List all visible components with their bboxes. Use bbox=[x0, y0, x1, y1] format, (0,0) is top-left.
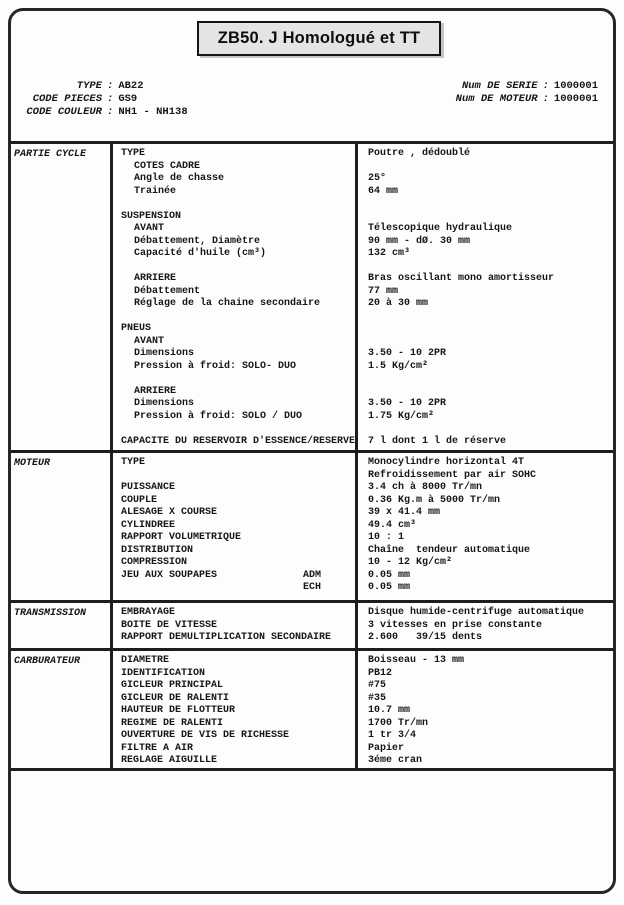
value-line: Boisseau - 13 mm bbox=[368, 655, 465, 666]
attr-line: REGIME DE RALENTI bbox=[121, 717, 224, 729]
value-line bbox=[368, 386, 614, 399]
attr-line: DIAMETRE bbox=[121, 655, 170, 666]
header-separator: : bbox=[107, 80, 114, 92]
attr-line: PUISSANCE bbox=[121, 482, 176, 493]
section-partie-cycle bbox=[10, 144, 614, 450]
header-row bbox=[12, 106, 188, 119]
attr-line: DISTRIBUTION bbox=[121, 544, 194, 556]
page-title: ZB50. J Homologué et TT bbox=[217, 29, 421, 47]
header-separator: : bbox=[542, 80, 549, 92]
value-line: PB12 bbox=[368, 667, 393, 679]
value-line: 3 vitesses en prise constante bbox=[368, 619, 543, 631]
attr-column bbox=[110, 453, 358, 600]
attr-line: ARRIERE bbox=[134, 273, 177, 284]
attr-line: SUSPENSION bbox=[121, 210, 182, 222]
attr-line: Pression à froid: SOLO / DUO bbox=[134, 410, 303, 422]
value-line bbox=[368, 336, 614, 349]
attr-line: HAUTEUR DE FLOTTEUR bbox=[121, 705, 236, 716]
value-line: 1 tr 3/4 bbox=[368, 730, 417, 741]
value-line: 25° bbox=[368, 173, 387, 184]
value-line: 10.7 mm bbox=[368, 705, 411, 716]
value-line bbox=[368, 423, 614, 436]
header-serial-block bbox=[428, 80, 598, 106]
value-line: 39 x 41.4 mm bbox=[368, 507, 441, 518]
value-line: Papier bbox=[368, 742, 405, 754]
header-separator: : bbox=[107, 93, 114, 105]
header-row bbox=[428, 93, 598, 106]
attr-column bbox=[110, 651, 358, 768]
attr-line: AVANT bbox=[134, 335, 165, 347]
value-line: 49.4 cm³ bbox=[368, 519, 417, 531]
title-box bbox=[197, 21, 441, 56]
attr-line bbox=[121, 261, 355, 274]
attr-line: ARRIERE bbox=[134, 385, 177, 397]
value-line: 3éme cran bbox=[368, 755, 423, 766]
value-line bbox=[368, 373, 614, 386]
attr-column bbox=[110, 603, 358, 648]
value-line: 64 mm bbox=[368, 185, 399, 197]
attr-sub-label: ADM bbox=[303, 569, 322, 581]
section-transmission bbox=[10, 600, 614, 648]
value-column bbox=[358, 651, 614, 768]
header-value: 1000001 bbox=[553, 80, 598, 92]
attr-line: Débattement, Diamètre bbox=[134, 235, 261, 247]
value-line bbox=[368, 211, 614, 224]
attr-line: AVANT bbox=[134, 223, 165, 234]
attr-line: EMBRAYAGE bbox=[121, 607, 176, 618]
header-value: 1000001 bbox=[553, 93, 598, 105]
value-line: 2.600 39/15 dents bbox=[368, 632, 483, 643]
attr-line: GICLEUR DE RALENTI bbox=[121, 692, 230, 704]
attr-line bbox=[121, 582, 355, 595]
attr-line: Débattement bbox=[134, 285, 201, 297]
attr-line: COMPRESSION bbox=[121, 557, 188, 568]
attr-line: BOITE DE VITESSE bbox=[121, 619, 218, 631]
value-line: Disque humide-centrifuge automatique bbox=[368, 607, 585, 618]
value-line: 0.36 Kg.m à 5000 Tr/mn bbox=[368, 494, 501, 506]
value-line: 0.05 mm bbox=[368, 569, 411, 581]
value-column bbox=[358, 453, 614, 600]
section-name: TRANSMISSION bbox=[14, 608, 87, 619]
value-column bbox=[358, 603, 614, 648]
attr-line bbox=[121, 423, 355, 436]
value-line: 7 l dont 1 l de réserve bbox=[368, 435, 507, 447]
header-row bbox=[12, 93, 188, 106]
value-line: Bras oscillant mono amortisseur bbox=[368, 273, 555, 284]
header-label: Num DE MOTEUR bbox=[455, 93, 538, 105]
attr-line: IDENTIFICATION bbox=[121, 667, 206, 679]
value-line: 90 mm - dØ. 30 mm bbox=[368, 235, 471, 247]
value-line: 10 : 1 bbox=[368, 532, 405, 543]
value-line: 3.50 - 10 2PR bbox=[368, 348, 447, 359]
section-moteur bbox=[10, 450, 614, 600]
value-line: 77 mm bbox=[368, 285, 399, 297]
header-codes-block bbox=[12, 80, 188, 119]
value-line: Poutre , dédoublé bbox=[368, 148, 471, 159]
attr-line bbox=[121, 311, 355, 324]
value-line: Monocylindre horizontal 4T bbox=[368, 457, 525, 468]
section-name: MOTEUR bbox=[14, 458, 51, 469]
attr-line bbox=[121, 198, 355, 211]
attr-line: FILTRE A AIR bbox=[121, 742, 194, 754]
value-line: 20 à 30 mm bbox=[368, 298, 429, 309]
attr-line: Pression à froid: SOLO- DUO bbox=[134, 360, 297, 372]
header-separator: : bbox=[107, 106, 114, 118]
value-line: #75 bbox=[368, 680, 387, 691]
value-line: 10 - 12 Kg/cm² bbox=[368, 557, 453, 568]
attr-column bbox=[110, 144, 358, 450]
header-row bbox=[428, 80, 598, 93]
attr-line bbox=[121, 470, 355, 483]
header-row bbox=[12, 80, 188, 93]
value-line: Refroidissement par air SOHC bbox=[368, 469, 537, 481]
value-line bbox=[368, 261, 614, 274]
value-line: #35 bbox=[368, 692, 387, 704]
value-line bbox=[368, 198, 614, 211]
attr-line: COUPLE bbox=[121, 494, 158, 506]
attr-line: Capacité d'huile (cm³) bbox=[134, 248, 267, 259]
attr-line: JEU AUX SOUPAPES ADM bbox=[121, 569, 322, 581]
attr-line: Angle de chasse bbox=[134, 173, 225, 184]
header-label: CODE COULEUR bbox=[26, 106, 102, 118]
section-carburateur bbox=[10, 648, 614, 768]
value-line: 132 cm³ bbox=[368, 248, 411, 259]
attr-line: ALESAGE X COURSE bbox=[121, 507, 218, 518]
value-line: Télescopique hydraulique bbox=[368, 223, 513, 234]
header-value: NH1 - NH138 bbox=[118, 106, 188, 118]
attr-line: CYLINDREE bbox=[121, 519, 176, 531]
value-line: 3.50 - 10 2PR bbox=[368, 398, 447, 409]
value-line bbox=[368, 323, 614, 336]
attr-line: TYPE bbox=[121, 457, 146, 468]
spec-table bbox=[10, 141, 614, 771]
attr-line: Trainée bbox=[134, 185, 177, 197]
attr-line: RAPPORT VOLUMETRIQUE bbox=[121, 532, 242, 543]
value-line bbox=[368, 161, 614, 174]
attr-line: Dimensions bbox=[134, 348, 195, 359]
section-name: PARTIE CYCLE bbox=[14, 149, 87, 160]
attr-line: COTES CADRE bbox=[134, 160, 201, 172]
attr-line: OUVERTURE DE VIS DE RICHESSE bbox=[121, 730, 290, 741]
attr-line: GICLEUR PRINCIPAL bbox=[121, 680, 224, 691]
attr-line: RAPPORT DEMULTIPLICATION SECONDAIRE bbox=[121, 632, 332, 643]
attr-line: TYPE bbox=[121, 148, 146, 159]
section-name: CARBURATEUR bbox=[14, 656, 81, 667]
value-line: 1700 Tr/mn bbox=[368, 717, 429, 729]
value-line: 1.5 Kg/cm² bbox=[368, 360, 429, 372]
header-value: AB22 bbox=[118, 80, 144, 92]
attr-line: CAPACITE DU RESERVOIR D'ESSENCE/RESERVE bbox=[121, 435, 356, 447]
header-label: CODE PIECES bbox=[32, 93, 102, 105]
value-line bbox=[368, 311, 614, 324]
value-line: 0.05 mm bbox=[368, 582, 411, 593]
header-separator: : bbox=[542, 93, 549, 105]
attr-line bbox=[121, 373, 355, 386]
header-label: Num DE SERIE bbox=[461, 80, 538, 92]
header-label: TYPE bbox=[76, 80, 102, 92]
value-column bbox=[358, 144, 614, 450]
value-line: 3.4 ch à 8000 Tr/mn bbox=[368, 482, 483, 493]
value-line: Chaîne tendeur automatique bbox=[368, 544, 531, 556]
attr-line: Dimensions bbox=[134, 398, 195, 409]
header-value: GS9 bbox=[118, 93, 138, 105]
attr-sub-label: ECH bbox=[303, 582, 322, 593]
attr-line: PNEUS bbox=[121, 323, 152, 334]
attr-line: REGLAGE AIGUILLE bbox=[121, 755, 218, 766]
attr-line: Réglage de la chaine secondaire bbox=[134, 298, 321, 309]
value-line: 1.75 Kg/cm² bbox=[368, 410, 435, 422]
